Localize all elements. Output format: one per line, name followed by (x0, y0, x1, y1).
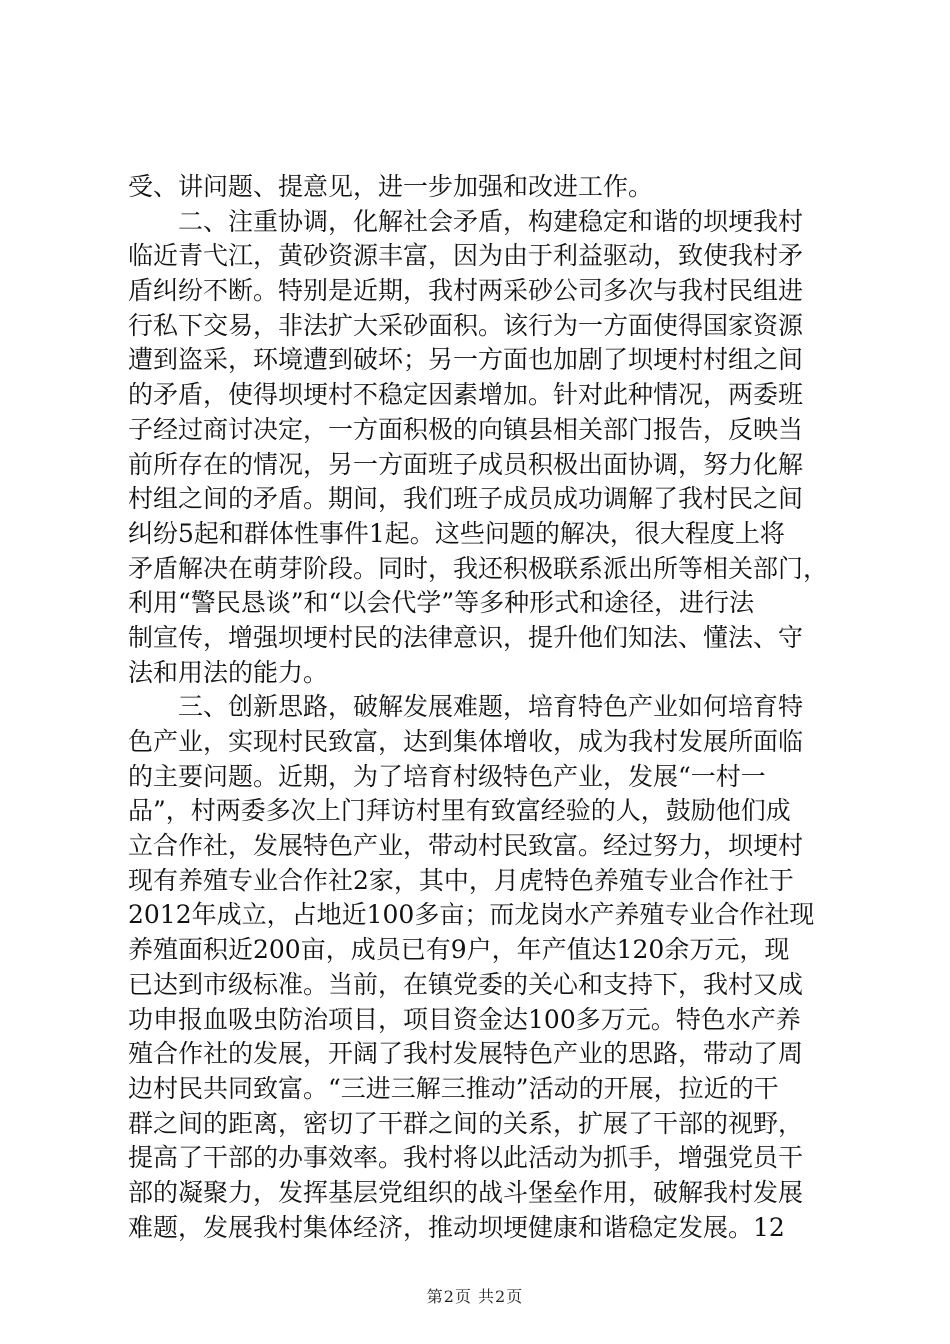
text-line: 二、注重协调，化解社会矛盾，构建稳定和谐的坝埂我村 (128, 206, 804, 236)
text-line: 盾纠纷不断。特别是近期，我村两采砂公司多次与我村民组进 (128, 276, 804, 306)
text-line: 子经过商讨决定，一方面积极的向镇县相关部门报告，反映当 (128, 414, 804, 444)
text-line: 前所存在的情况，另一方面班子成员积极出面协调，努力化解 (128, 449, 804, 479)
text-line: 行私下交易，非法扩大采砂面积。该行为一方面使得国家资源 (128, 310, 804, 340)
text-line: 养殖面积近200亩，成员已有9户，年产值达120余万元，现 (128, 935, 790, 965)
text-line: 已达到市级标准。当前，在镇党委的关心和支持下，我村又成 (128, 969, 804, 999)
page-footer: 第2页 共2页 (426, 1287, 524, 1306)
text-line: 利用“警民恳谈”和“以会代学”等多种形式和途径，进行法 (128, 588, 755, 618)
text-line: 提高了干部的办事效率。我村将以此活动为抓手，增强党员干 (128, 1143, 804, 1173)
text-line: 临近青弋江，黄砂资源丰富，因为由于利益驱动，致使我村矛 (128, 241, 804, 271)
text-line: 群之间的距离，密切了干群之间的关系，扩展了干部的视野， (128, 1108, 804, 1138)
text-line: 法和用法的能力。 (128, 657, 329, 687)
text-line: 殖合作社的发展，开阔了我村发展特色产业的思路，带动了周 (128, 1039, 804, 1069)
text-line: 功申报血吸虫防治项目，项目资金达100多万元。特色水产养 (128, 1004, 801, 1034)
text-line: 品”，村两委多次上门拜访村里有致富经验的人，鼓励他们成 (128, 796, 791, 826)
document-body (128, 170, 828, 1245)
text-line: 的矛盾，使得坝埂村不稳定因素增加。针对此种情况，两委班 (128, 380, 804, 410)
text-line: 受、讲问题、提意见，进一步加强和改进工作。 (128, 172, 654, 201)
text-line: 遭到盗采，环境遭到破坏；另一方面也加剧了坝埂村村组之间 (128, 345, 804, 375)
text-line: 2012年成立，占地近100多亩；而龙岗水产养殖专业合作社现 (128, 900, 815, 930)
text-line: 矛盾解决在萌芽阶段。同时，我还积极联系派出所等相关部门， (128, 553, 828, 583)
text-line: 难题，发展我村集体经济，推动坝埂健康和谐稳定发展。12 (128, 1212, 785, 1242)
text-line: 三、创新思路，破解发展难题，培育特色产业如何培育特 (128, 692, 804, 722)
text-line: 纠纷5起和群体性事件1起。这些问题的解决，很大程度上将 (128, 518, 785, 548)
text-line: 的主要问题。近期，为了培育村级特色产业，发展“一村一 (128, 761, 766, 791)
text-line: 边村民共同致富。“三进三解三推动”活动的开展，拉近的干 (128, 1073, 779, 1103)
text-line: 部的凝聚力，发挥基层党组织的战斗堡垒作用，破解我村发展 (128, 1177, 804, 1207)
text-line: 立合作社，发展特色产业，带动村民致富。经过努力，坝埂村 (128, 831, 804, 861)
text-line: 制宣传，增强坝埂村民的法律意识，提升他们知法、懂法、守 (128, 622, 804, 652)
text-line: 色产业，实现村民致富，达到集体增收，成为我村发展所面临 (128, 727, 804, 756)
text-line: 村组之间的矛盾。期间，我们班子成员成功调解了我村民之间 (128, 484, 804, 514)
text-line: 现有养殖专业合作社2家，其中，月虎特色养殖专业合作社于 (128, 865, 794, 895)
